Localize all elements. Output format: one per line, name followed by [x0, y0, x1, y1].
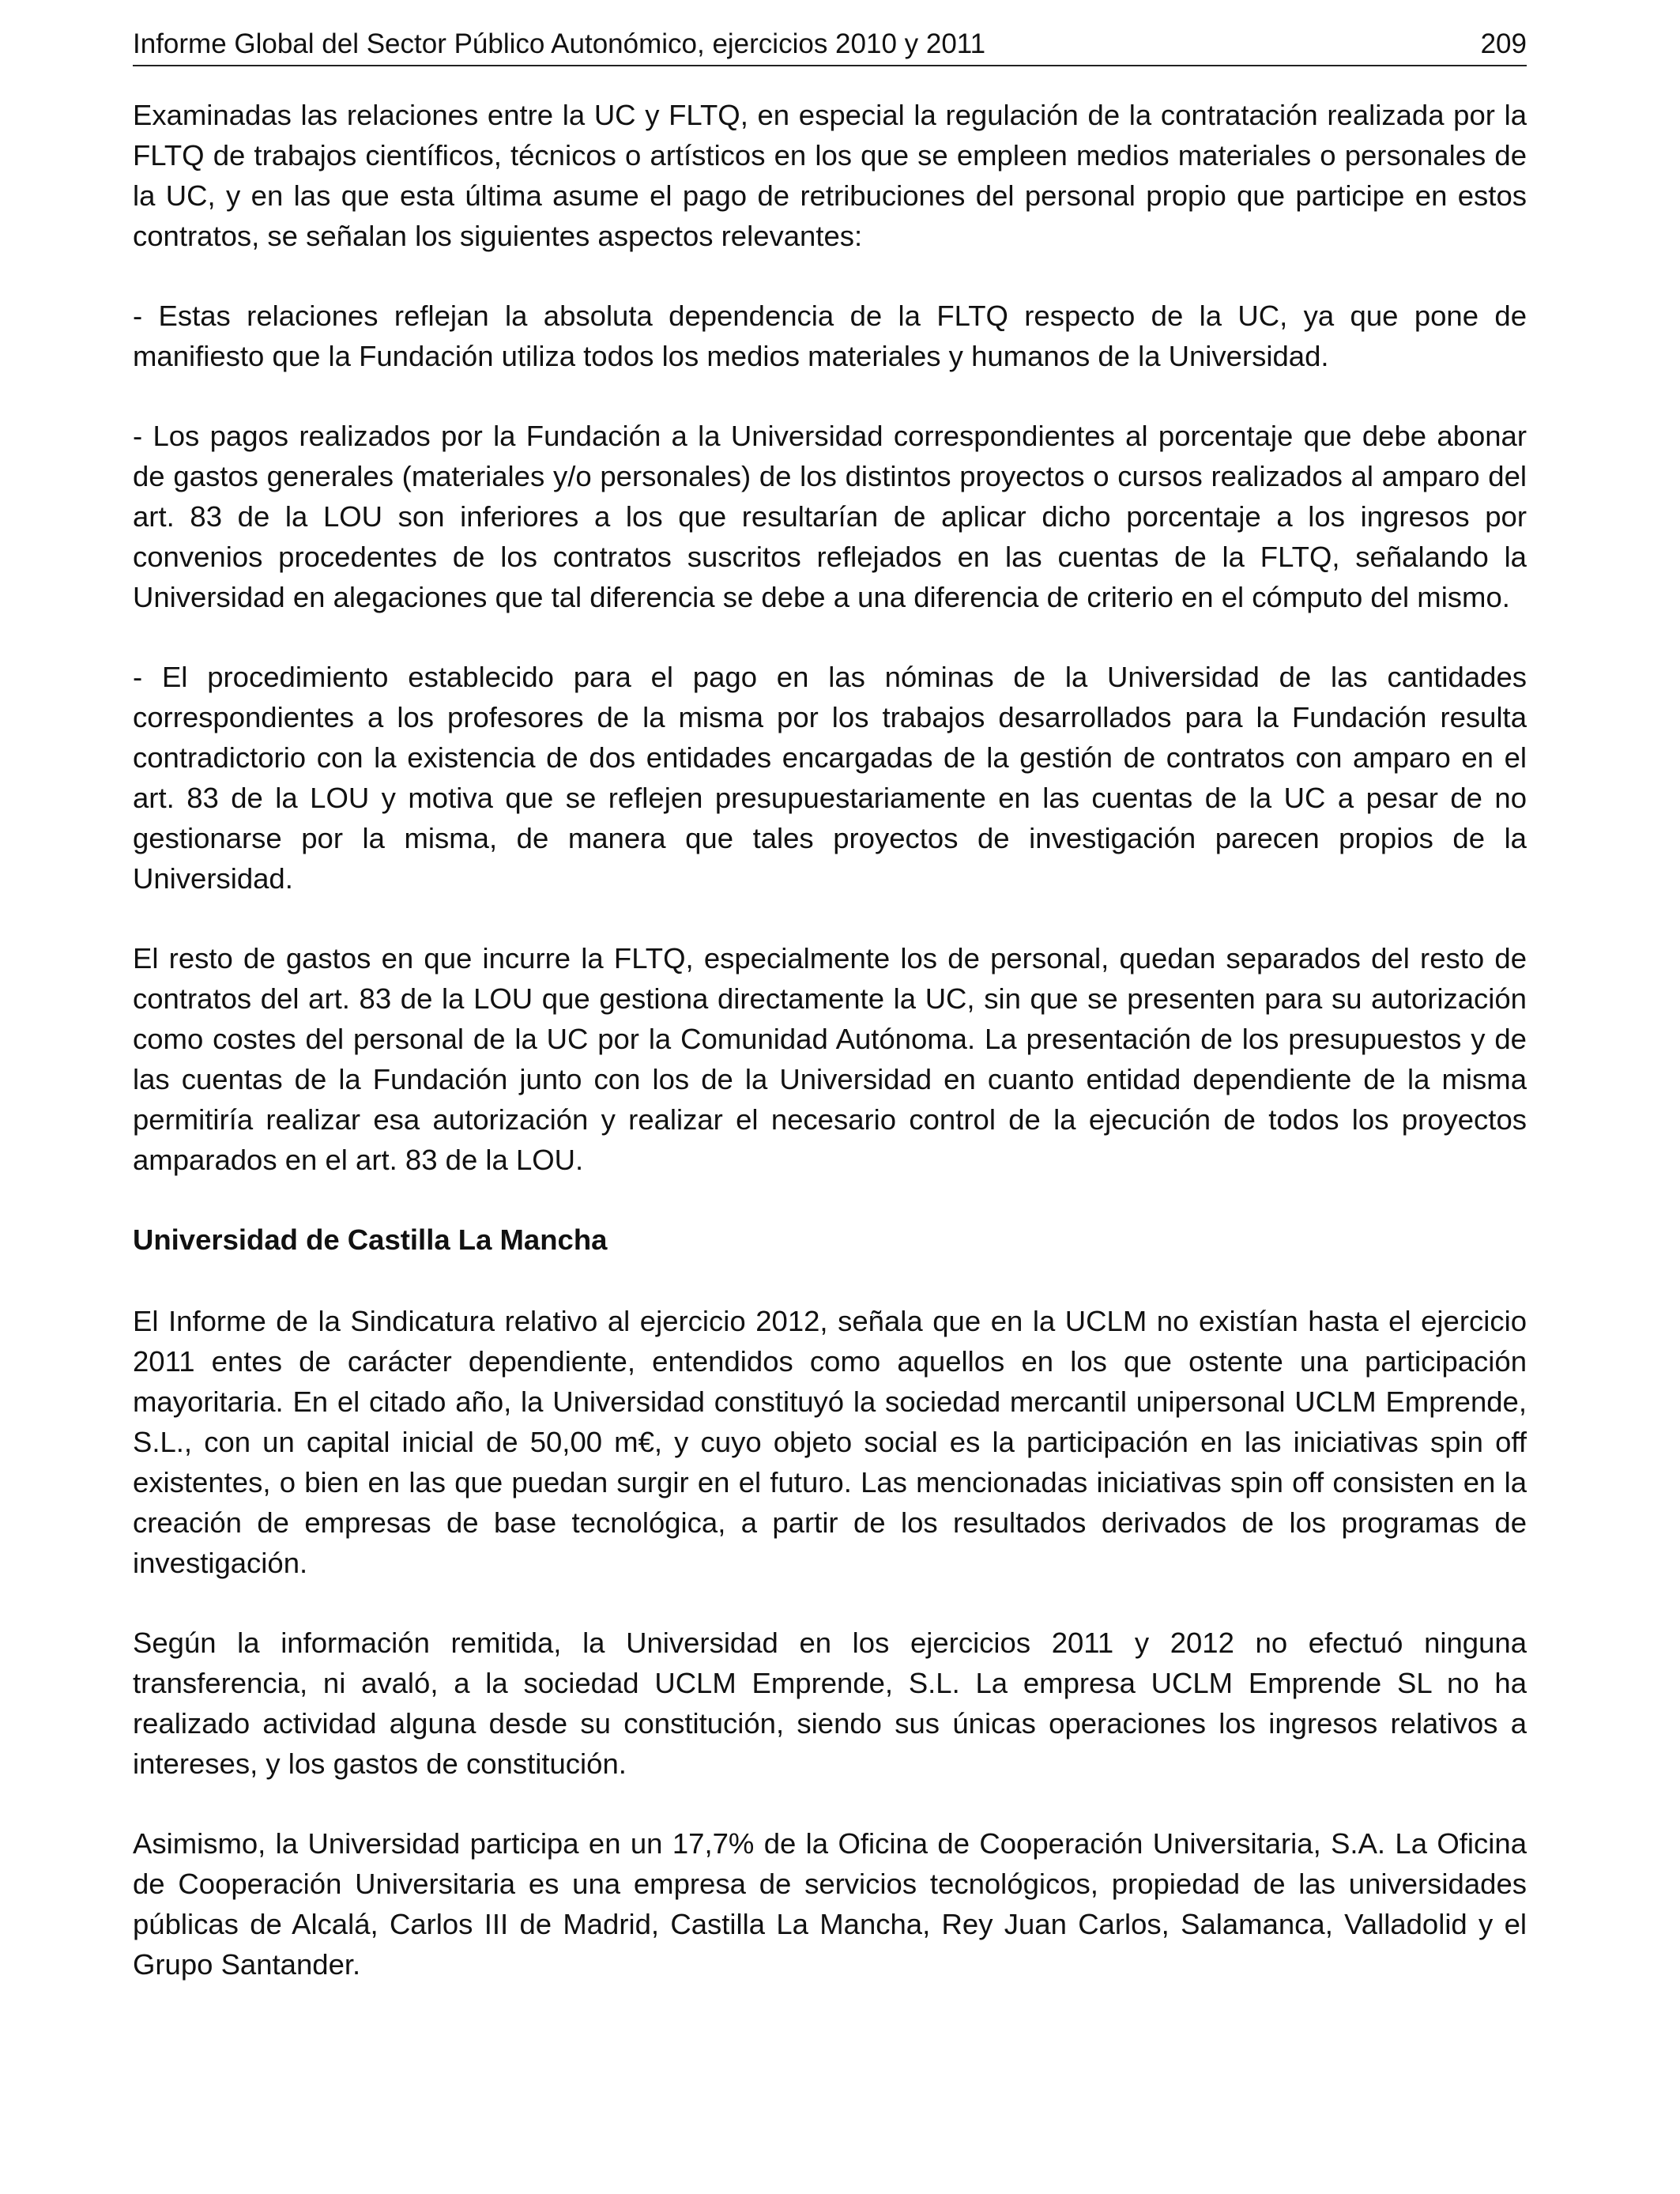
paragraph-informe-sindicatura: El Informe de la Sindicatura relativo al ejercicio 2012, señala que en la UCLM no existían hasta el ejercicio 2011 entes de carácter dependiente, entendidos como aquellos en los que ostente una participación mayoritaria. En el citado año, la Universidad constituyó la sociedad mercantil unipersonal UCLM Emprende, S.L., con un capital inicial de 50,00 m€, y cuyo objeto social es la participación en las iniciativas spin off existentes, o bien en las que puedan surgir en el futuro. Las mencionadas iniciativas spin off consisten en la creación de empresas de base tecnológica, a partir de los resultados derivados de los programas de investigación. — [133, 1305, 1527, 1579]
page-number: 209 — [1480, 28, 1527, 59]
document-body — [133, 95, 1527, 2024]
bullet-dependencia-fltq: - Estas relaciones reflejan la absoluta dependencia de la FLTQ respecto de la UC, ya que pone de manifiesto que la Fundación utiliza todos los medios materiales y humanos de la Universidad. — [133, 300, 1527, 372]
paragraph-resto-gastos: El resto de gastos en que incurre la FLTQ, especialmente los de personal, quedan separados del resto de contratos del art. 83 de la LOU que gestiona directamente la UC, sin que se presenten para su autorización como costes del personal de la UC por la Comunidad Autónoma. La presentación de los presupuestos y de las cuentas de la Fundación junto con los de la Universidad en cuanto entidad dependiente de la misma permitiría realizar esa autorización y realizar el necesario control de la ejecución de todos los proyectos amparados en el art. 83 de la LOU. — [133, 942, 1527, 1176]
bullet-pagos-fundacion: - Los pagos realizados por la Fundación a la Universidad correspondientes al porcentaje que debe abonar de gastos generales (materiales y/o personales) de los distintos proyectos o cursos realizados al amparo del art. 83 de la LOU son inferiores a los que resultarían de aplicar dicho porcentaje a los ingresos por convenios procedentes de los contratos suscritos reflejados en las cuentas de la FLTQ, señalando la Universidad en alegaciones que tal diferencia se debe a una diferencia de criterio en el cómputo del mismo. — [133, 420, 1527, 613]
document-page — [133, 0, 1527, 2194]
running-header — [133, 22, 1527, 66]
paragraph-informacion-remitida: Según la información remitida, la Universidad en los ejercicios 2011 y 2012 no efectuó ninguna transferencia, ni avaló, a la sociedad UCLM Emprende, S.L. La empresa UCLM Emprende SL no ha realizado actividad alguna desde su constitución, siendo sus únicas operaciones los ingresos relativos a intereses, y los gastos de constitución. — [133, 1627, 1527, 1780]
paragraph-relaciones-uc-fltq: Examinadas las relaciones entre la UC y FLTQ, en especial la regulación de la contratación realizada por la FLTQ de trabajos científicos, técnicos o artísticos en los que se empleen medios materiales o personales de la UC, y en las que esta última asume el pago de retribuciones del personal propio que participe en estos contratos, se señalan los siguientes aspectos relevantes: — [133, 99, 1527, 252]
bullet-procedimiento-nominas: - El procedimiento establecido para el pago en las nóminas de la Universidad de las cantidades correspondientes a los profesores de la misma por los trabajos desarrollados para la Fundación resulta contradictorio con la existencia de dos entidades encargadas de la gestión de contratos con amparo en el art. 83 de la LOU y motiva que se reflejen presupuestariamente en las cuentas de la UC a pesar de no gestionarse por la misma, de manera que tales proyectos de investigación parecen propios de la Universidad. — [133, 661, 1527, 895]
section-heading: Universidad de Castilla La Mancha — [133, 1223, 608, 1256]
paragraph-oficina-cooperacion: Asimismo, la Universidad participa en un 17,7% de la Oficina de Cooperación Universitaria, S.A. La Oficina de Cooperación Universitaria es una empresa de servicios tecnológicos, propiedad de las universidades públicas de Alcalá, Carlos III de Madrid, Castilla La Mancha, Rey Juan Carlos, Salamanca, Valladolid y el Grupo Santander. — [133, 1827, 1527, 1981]
header-title: Informe Global del Sector Público Autonómico, ejercicios 2010 y 2011 — [133, 28, 986, 59]
